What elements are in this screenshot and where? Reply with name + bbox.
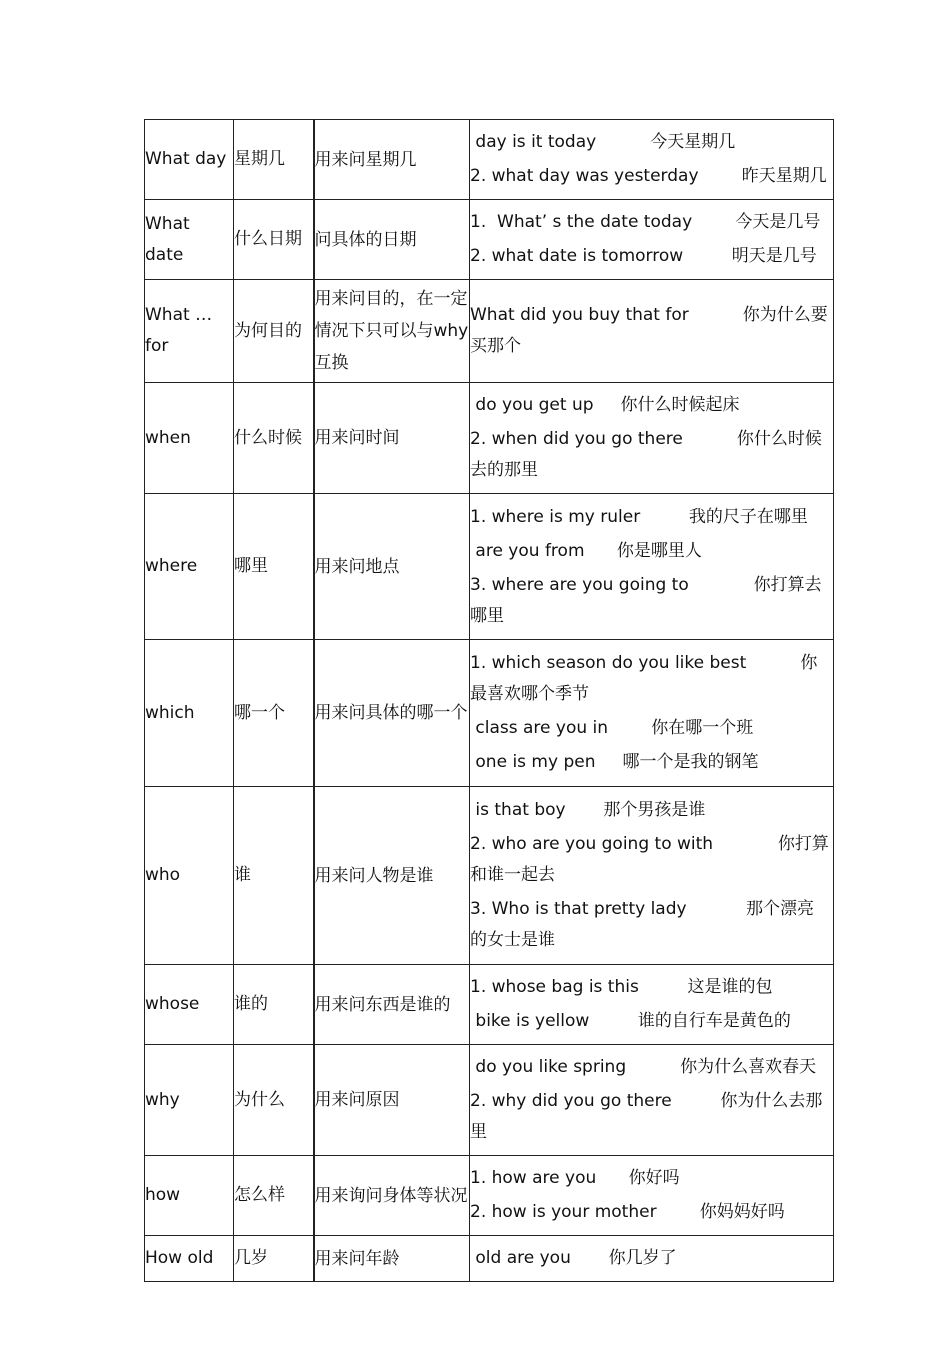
example-sentence: 2. who are you going to with 你打算和谁一起去 [470,834,829,885]
examples-cell [470,383,834,494]
meaning-cell: 几岁 [234,1236,314,1282]
examples-cell [470,1236,834,1282]
example-sentence: do you like spring 你为什么喜欢春天 [470,1057,817,1077]
table-row [145,200,834,280]
usage-cell: 用来问具体的哪一个 [314,640,470,787]
examples-cell [470,965,834,1045]
meaning-cell: 谁的 [234,965,314,1045]
example-sentence: bike is yellow 谁的自行车是黄色的 [470,1011,791,1031]
example-sentence: 3. where are you going to 你打算去哪里 [470,574,822,626]
example-sentence: old are you 你几岁了 [470,1248,677,1268]
example-sentence: 1. how are you 你好吗 [470,1168,680,1188]
question-word-cell: why [145,1045,234,1156]
example-sentence: 1. whose bag is this 这是谁的包 [470,977,773,997]
meaning-cell: 为什么 [234,1045,314,1156]
usage-cell: 用来问原因 [314,1045,470,1156]
meaning-cell: 星期几 [234,120,314,200]
meaning-cell: 谁 [234,787,314,965]
usage-cell: 用来问年龄 [314,1236,470,1282]
examples-cell [470,120,834,200]
examples-cell [470,494,834,640]
example-sentence: 2. what date is tomorrow 明天是几号 [470,246,817,266]
example-sentence: 2. when did you go there 你什么时候去的那里 [470,429,822,480]
example-sentence: 1. where is my ruler 我的尺子在哪里 [470,506,808,527]
table-row [145,640,834,787]
usage-cell: 用来问地点 [314,494,470,640]
usage-cell: 用来询问身体等状况 [314,1156,470,1236]
question-word-cell: What day [145,120,234,200]
question-word-cell: How old [145,1236,234,1282]
meaning-cell: 哪一个 [234,640,314,787]
meaning-cell: 怎么样 [234,1156,314,1236]
usage-cell: 问具体的日期 [314,200,470,280]
meaning-cell: 什么日期 [234,200,314,280]
table-body [145,120,834,1282]
table-row [145,120,834,200]
question-word-cell: when [145,383,234,494]
example-sentence: class are you in 你在哪一个班 [470,718,754,738]
table-row [145,280,834,383]
example-sentence: 1. What’ s the date today 今天是几号 [470,212,821,232]
examples-cell [470,640,834,787]
meaning-cell: 什么时候 [234,383,314,494]
table-row [145,1236,834,1282]
example-sentence: do you get up 你什么时候起床 [470,395,740,415]
question-word-cell: where [145,494,234,640]
example-sentence: 2. what day was yesterday 昨天星期几 [470,166,827,186]
table-row [145,787,834,965]
examples-cell [470,200,834,280]
examples-cell [470,1045,834,1156]
question-word-cell: whose [145,965,234,1045]
usage-cell: 用来问时间 [314,383,470,494]
example-sentence: day is it today 今天星期几 [470,132,736,152]
question-words-table [144,119,834,1282]
table-row [145,494,834,640]
table-row [145,1156,834,1236]
question-word-cell: What date [145,200,234,280]
usage-cell: 用来问东西是谁的 [314,965,470,1045]
meaning-cell: 为何目的 [234,280,314,383]
question-word-cell: which [145,640,234,787]
example-sentence: is that boy 那个男孩是谁 [470,800,706,820]
table-row [145,1045,834,1156]
examples-cell [470,787,834,965]
usage-cell: 用来问星期几 [314,120,470,200]
example-sentence: one is my pen 哪一个是我的钢笔 [470,752,759,772]
table-row [145,965,834,1045]
usage-cell: 用来问人物是谁 [314,787,470,965]
example-sentence: are you from 你是哪里人 [470,540,702,561]
example-sentence: 1. which season do you like best 你最喜欢哪个季节 [470,653,818,704]
example-sentence: 3. Who is that pretty lady 那个漂亮的女士是谁 [470,899,815,950]
usage-cell: 用来问目的，在一定情况下只可以与why互换 [314,280,470,383]
question-word-cell: who [145,787,234,965]
example-sentence: 2. why did you go there 你为什么去那里 [470,1091,823,1142]
table-row [145,383,834,494]
examples-cell [470,280,834,383]
question-word-cell: how [145,1156,234,1236]
meaning-cell: 哪里 [234,494,314,640]
example-sentence: 2. how is your mother 你妈妈好吗 [470,1202,785,1222]
examples-cell [470,1156,834,1236]
example-sentence: What did you buy that for 你为什么要买那个 [470,305,828,356]
question-word-cell: What …for [145,280,234,383]
